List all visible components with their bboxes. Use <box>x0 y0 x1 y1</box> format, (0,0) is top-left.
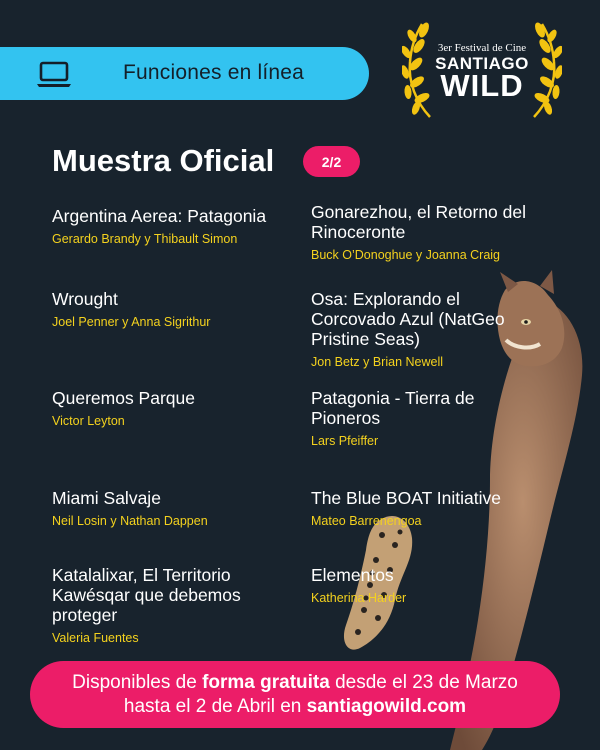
festival-logo <box>402 22 562 122</box>
banner-text: desde el 23 de Marzo <box>329 672 518 693</box>
film-credit: Victor Leyton <box>52 414 125 428</box>
film-credit: Gerardo Brandy y Thibault Simon <box>52 232 238 246</box>
film-credit: Mateo Barrenengoa <box>311 514 422 528</box>
film-entry <box>311 488 561 528</box>
film-credit: Neil Losin y Nathan Dappen <box>52 514 208 528</box>
film-entry <box>52 206 302 246</box>
film-title: Argentina Aerea: Patagonia <box>52 206 267 226</box>
film-title: Queremos Parque <box>52 388 195 408</box>
film-title: Osa: Explorando el Corcovado Azul (NatGeo Pristine Seas) <box>311 289 505 349</box>
film-title: Gonarezhou, el Retorno del Rinoceronte <box>311 202 526 242</box>
festival-edition: 3er Festival de Cine <box>437 42 527 54</box>
film-title: Wrought <box>52 289 118 309</box>
film-entry <box>52 388 302 428</box>
festival-name-line2: WILD <box>440 68 524 103</box>
film-entry <box>52 488 302 528</box>
film-title: Katalalixar, El Territorio Kawésqar que debemos proteger <box>52 565 241 625</box>
film-title: The Blue BOAT Initiative <box>311 488 501 508</box>
page-badge: 2/2 <box>303 146 360 177</box>
banner-highlight: forma gratuita <box>202 672 330 693</box>
film-title: Miami Salvaje <box>52 488 161 508</box>
availability-banner <box>30 661 560 728</box>
film-credit: Joel Penner y Anna Sigrithur <box>52 315 211 329</box>
section-title: Muestra Oficial <box>52 143 275 178</box>
online-screenings-banner <box>0 47 369 100</box>
laptop-icon <box>36 59 72 89</box>
banner-line1 <box>30 671 560 695</box>
film-entry <box>311 289 521 369</box>
film-entry <box>311 388 511 448</box>
banner-text: hasta el 2 de Abril en <box>123 696 307 717</box>
film-credit: Valeria Fuentes <box>52 631 139 645</box>
website-link[interactable]: santiagowild.com <box>306 696 467 717</box>
film-title: Patagonia - Tierra de Pioneros <box>311 388 475 428</box>
laurel-left-icon <box>402 22 436 122</box>
film-title: Elementos <box>311 565 394 585</box>
festival-name-line1: SANTIAGO <box>435 54 529 73</box>
film-entry <box>52 289 302 329</box>
film-entry <box>311 565 561 605</box>
film-credit: Lars Pfeiffer <box>311 434 379 448</box>
film-credit: Jon Betz y Brian Newell <box>311 355 444 369</box>
online-label: Funciones en línea <box>123 61 305 84</box>
banner-text: Disponibles de <box>72 672 203 693</box>
laurel-right-icon <box>528 22 562 122</box>
film-entry <box>311 202 561 262</box>
film-entry <box>52 565 292 645</box>
film-credit: Katherina Harder <box>311 591 407 605</box>
film-credit: Buck O’Donoghue y Joanna Craig <box>311 248 501 262</box>
banner-line2 <box>30 695 560 719</box>
